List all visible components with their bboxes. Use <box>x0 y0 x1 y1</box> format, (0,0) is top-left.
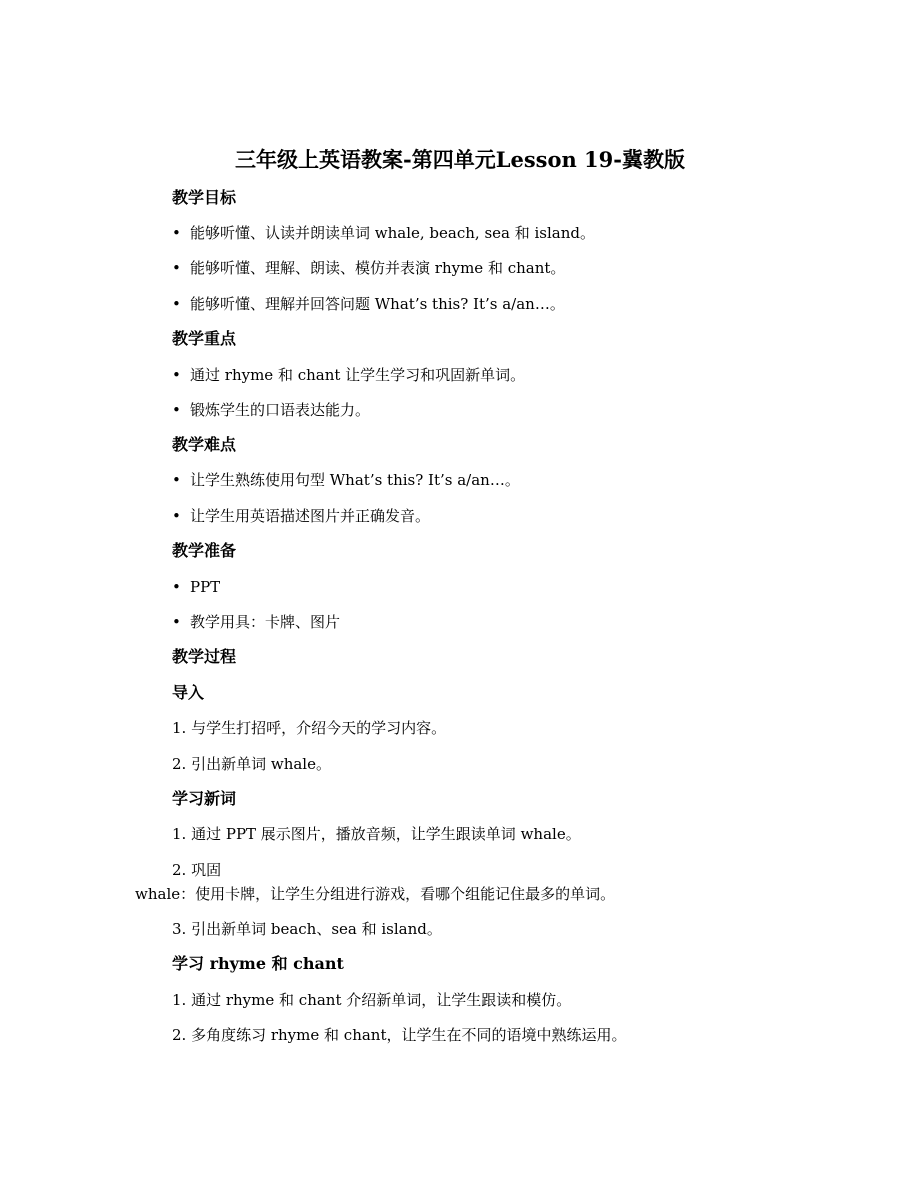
list-item: • 让学生熟练使用句型 What’s this? It’s a/an…。 <box>172 471 520 489</box>
bullet-icon: • <box>172 507 181 525</box>
list-item: • 能够听懂、理解、朗读、模仿并表演 rhyme 和 chant。 <box>172 259 566 277</box>
list-item: • 锻炼学生的口语表达能力。 <box>172 401 371 419</box>
heading-key-points: 教学重点 <box>172 329 237 348</box>
list-item: • 能够听懂、理解并回答问题 What’s this? It’s a/an…。 <box>172 295 565 313</box>
bullet-icon: • <box>172 295 181 313</box>
heading-process: 教学过程 <box>172 647 237 666</box>
heading-difficulties: 教学难点 <box>172 435 237 454</box>
heading-preparation: 教学准备 <box>172 541 237 560</box>
bullet-icon: • <box>172 578 181 596</box>
heading-objectives: 教学目标 <box>172 188 237 207</box>
heading-new-words: 学习新词 <box>172 789 237 808</box>
list-item: • 让学生用英语描述图片并正确发音。 <box>172 507 431 525</box>
document-title: 三年级上英语教案-第四单元Lesson 19-冀教版 <box>234 147 685 172</box>
list-item: • 教学用具：卡牌、图片 <box>172 613 341 631</box>
bullet-icon: • <box>172 613 181 631</box>
list-item: • 能够听懂、认读并朗读单词 whale, beach, sea 和 island。 <box>172 224 595 242</box>
bullet-icon: • <box>172 259 181 277</box>
list-item: 2. 巩固 <box>172 861 222 879</box>
list-item: 2. 多角度练习 rhyme 和 chant，让学生在不同的语境中熟练运用。 <box>172 1026 627 1044</box>
list-item-continuation: whale：使用卡牌，让学生分组进行游戏，看哪个组能记住最多的单词。 <box>135 885 616 903</box>
heading-intro: 导入 <box>172 683 205 702</box>
heading-rhyme-chant: 学习 rhyme 和 chant <box>172 954 344 973</box>
bullet-icon: • <box>172 471 181 489</box>
list-item: 2. 引出新单词 whale。 <box>172 755 331 773</box>
bullet-icon: • <box>172 366 181 384</box>
list-item: 1. 通过 rhyme 和 chant 介绍新单词，让学生跟读和模仿。 <box>172 991 572 1009</box>
list-item: 3. 引出新单词 beach、sea 和 island。 <box>172 920 442 938</box>
list-item: • PPT <box>172 578 221 596</box>
list-item: 1. 与学生打招呼，介绍今天的学习内容。 <box>172 719 447 737</box>
list-item: • 通过 rhyme 和 chant 让学生学习和巩固新单词。 <box>172 366 526 384</box>
bullet-icon: • <box>172 224 181 242</box>
bullet-icon: • <box>172 401 181 419</box>
list-item: 1. 通过 PPT 展示图片，播放音频，让学生跟读单词 whale。 <box>172 825 581 843</box>
